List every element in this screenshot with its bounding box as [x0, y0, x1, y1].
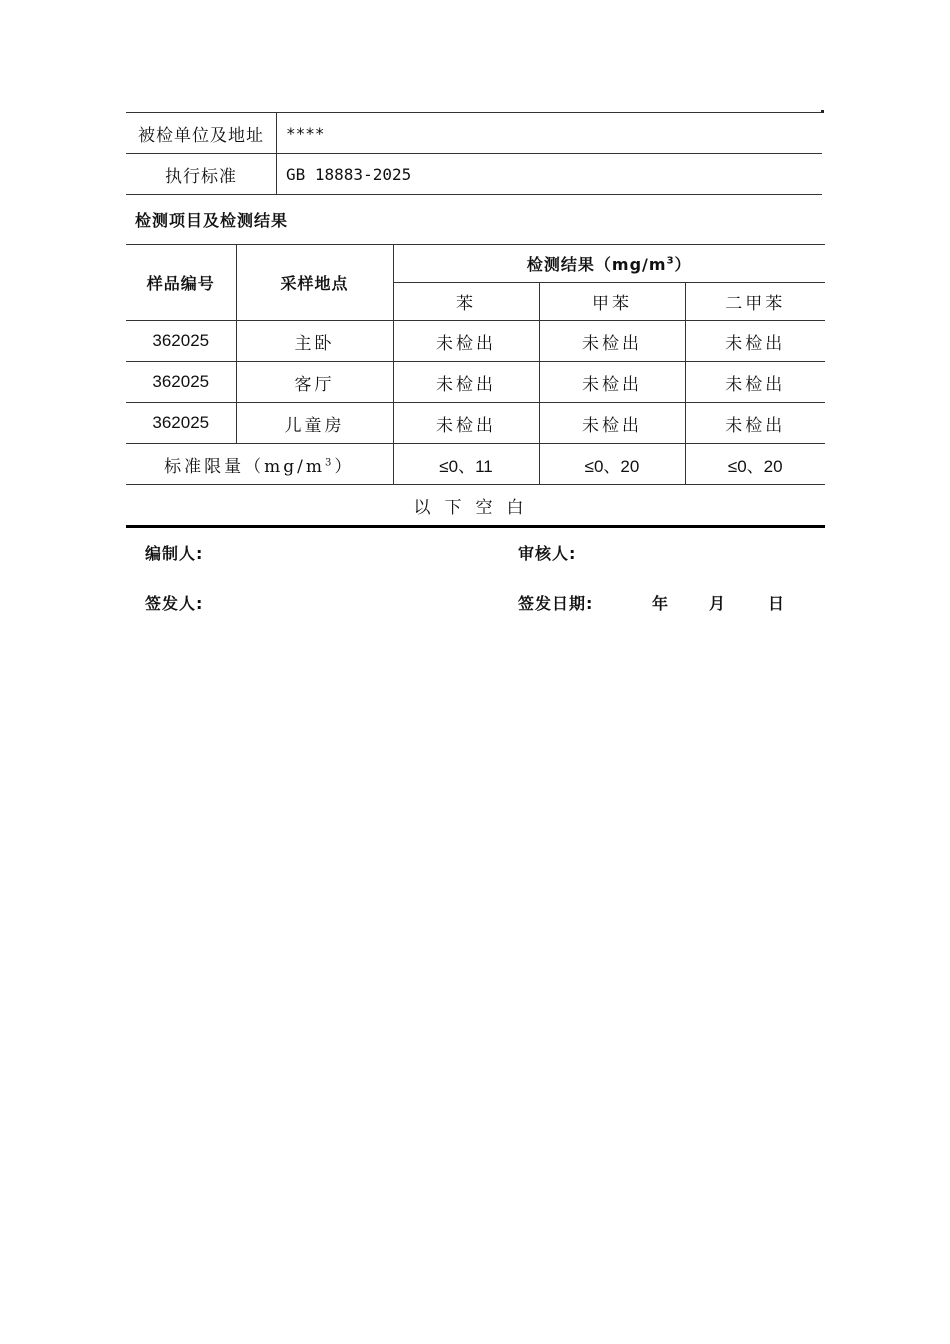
standard-label: 执行标准: [126, 154, 277, 195]
blank-note: 以下空白: [126, 485, 825, 527]
day-label: 日: [768, 594, 785, 613]
col-pollutant: 甲苯: [539, 283, 685, 321]
limit-label-main: 标准限量（mg/m: [164, 456, 325, 477]
result-cell: 未检出: [539, 321, 685, 362]
limit-value: ≤0、11: [393, 444, 539, 485]
blank-note-row: [126, 485, 825, 527]
header-info-table: [126, 112, 822, 195]
result-cell: 未检出: [393, 403, 539, 444]
standard-row: [126, 154, 822, 195]
sample-no-cell: 362025: [126, 321, 236, 362]
limit-value: ≤0、20: [685, 444, 825, 485]
results-table: [126, 244, 825, 528]
table-row: [126, 362, 825, 403]
col-result-group-main: 检测结果（mg/m: [526, 255, 667, 274]
location-cell: 客厅: [236, 362, 393, 403]
result-cell: 未检出: [539, 403, 685, 444]
month-label: 月: [709, 594, 726, 613]
section-title: 检测项目及检测结果: [135, 211, 289, 230]
col-sample-no: 样品编号: [126, 245, 236, 321]
sample-no-cell: 362025: [126, 362, 236, 403]
unit-value: ****: [277, 113, 823, 154]
limit-label-sup: 3: [324, 456, 335, 468]
table-row: [126, 321, 825, 362]
location-cell: 儿童房: [236, 403, 393, 444]
result-cell: 未检出: [685, 321, 825, 362]
reviewer-label: 审核人:: [518, 544, 577, 563]
col-result-group-sup: 3: [666, 255, 675, 267]
year-label: 年: [652, 594, 669, 613]
limit-row: [126, 444, 825, 485]
header-row-1: [126, 245, 825, 283]
result-cell: 未检出: [539, 362, 685, 403]
limit-label: [126, 444, 393, 485]
unit-label: 被检单位及地址: [126, 113, 277, 154]
col-pollutant: 苯: [393, 283, 539, 321]
result-cell: 未检出: [393, 321, 539, 362]
col-result-group: [393, 245, 825, 283]
limit-value: ≤0、20: [539, 444, 685, 485]
col-result-group-tail: ）: [674, 255, 692, 274]
standard-value: GB 18883-2025: [277, 154, 823, 195]
compiler-label: 编制人:: [145, 544, 204, 563]
unit-row: [126, 113, 822, 154]
limit-label-tail: ）: [334, 456, 355, 477]
result-cell: 未检出: [685, 403, 825, 444]
sample-no-cell: 362025: [126, 403, 236, 444]
result-cell: 未检出: [685, 362, 825, 403]
col-pollutant: 二甲苯: [685, 283, 825, 321]
location-cell: 主卧: [236, 321, 393, 362]
issuer-label: 签发人:: [145, 594, 204, 613]
table-row: [126, 403, 825, 444]
result-cell: 未检出: [393, 362, 539, 403]
issue-date-label: 签发日期:: [518, 594, 594, 613]
col-location: 采样地点: [236, 245, 393, 321]
